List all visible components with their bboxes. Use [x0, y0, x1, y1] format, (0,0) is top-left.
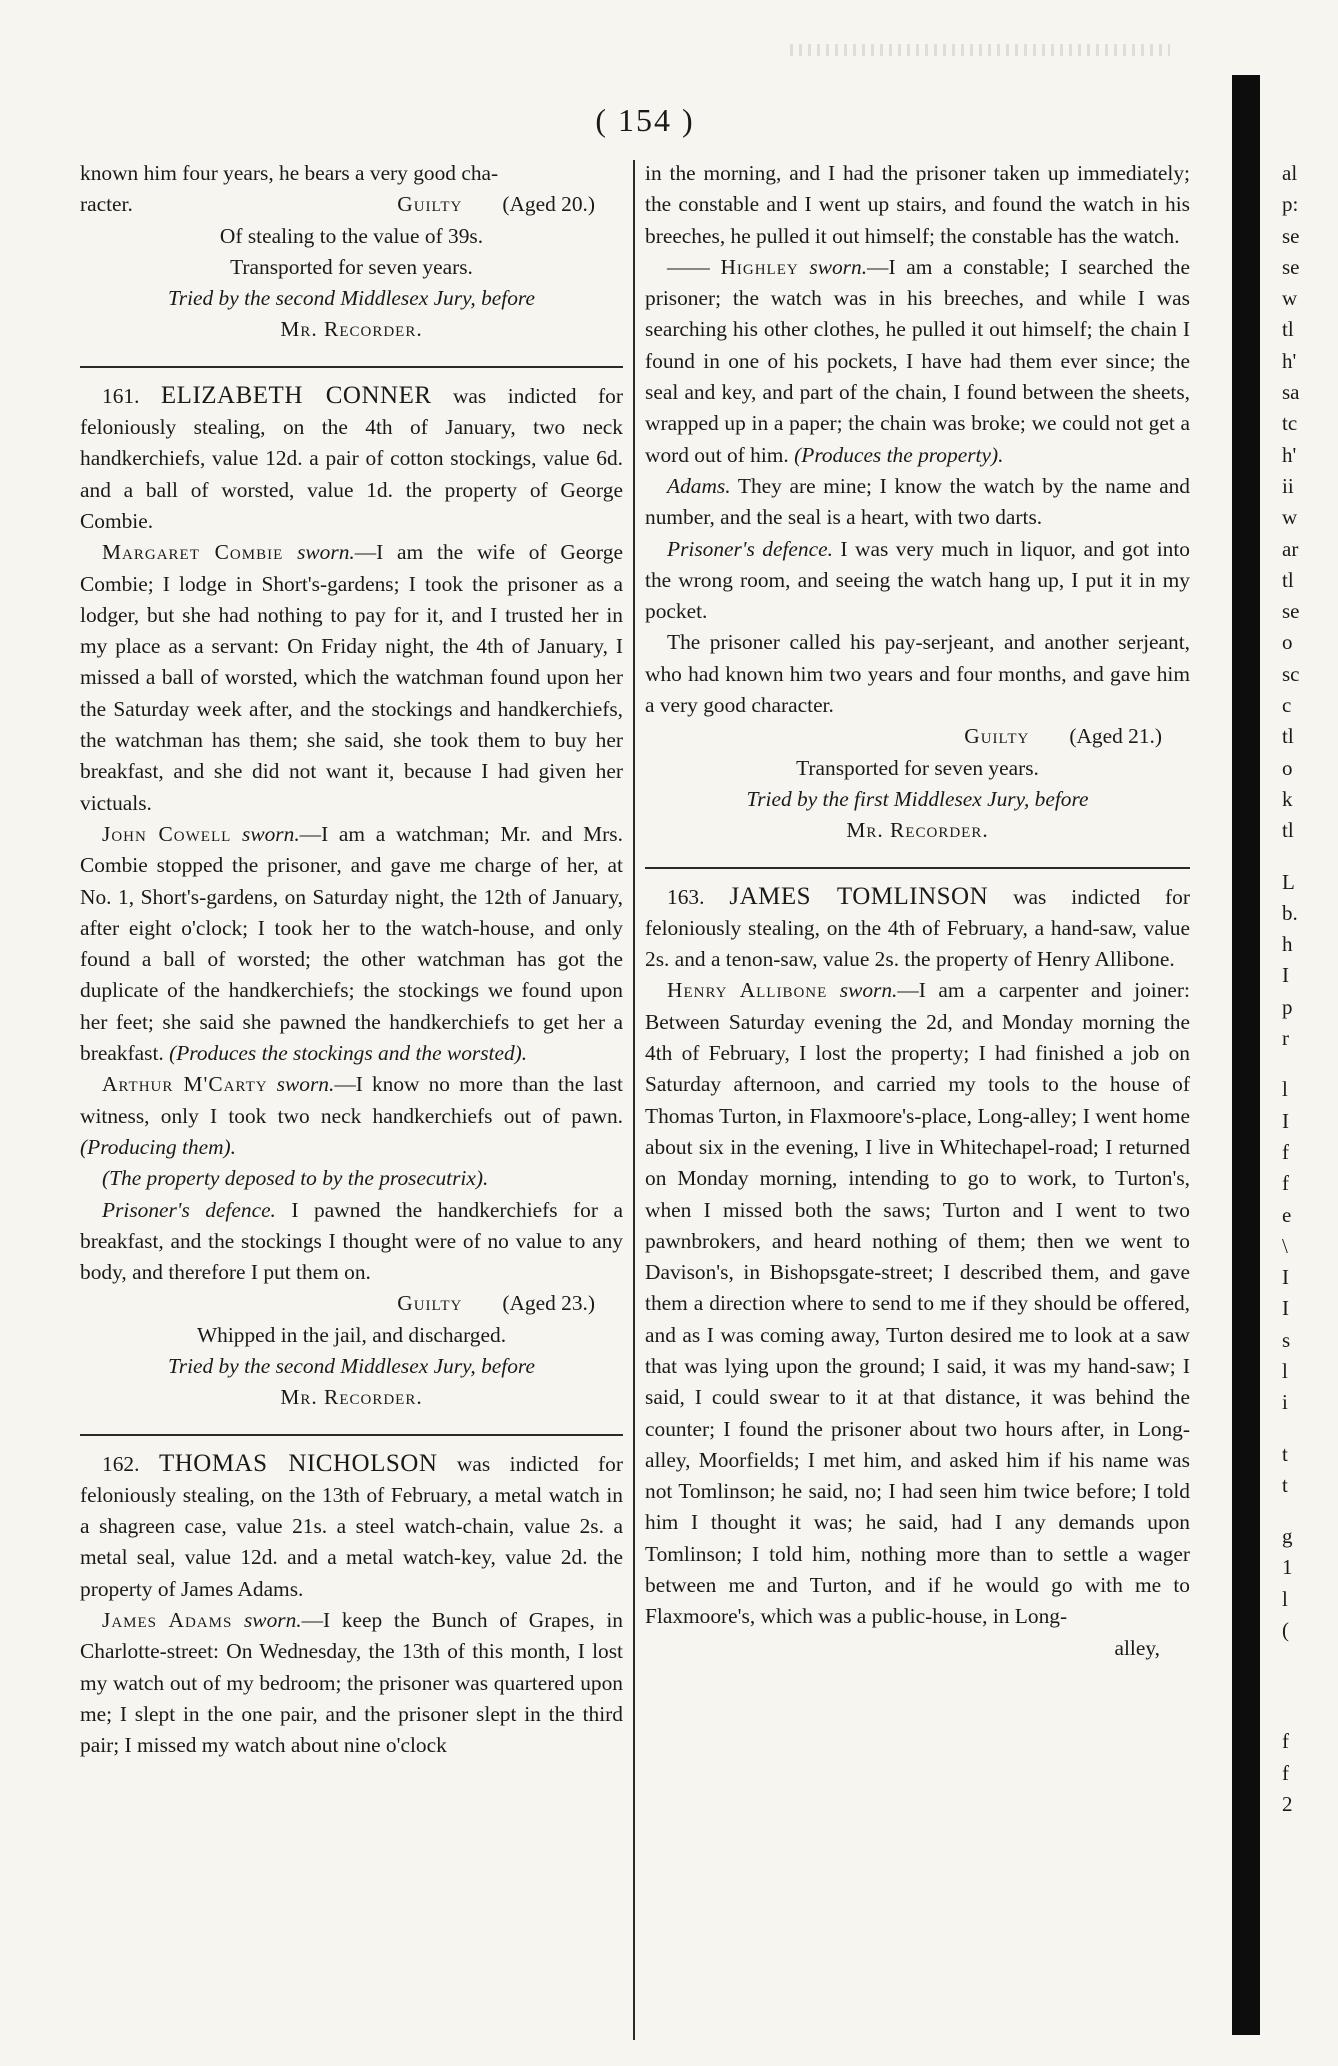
prisoner-age: (Aged 20.) [502, 192, 595, 217]
bleed-fragment: tl [1282, 317, 1294, 342]
bleed-fragment: f [1282, 1171, 1289, 1196]
witness-testimony [645, 252, 1190, 471]
verdict-line [80, 1288, 623, 1319]
case-divider [645, 867, 1190, 869]
jury-text: Tried by the first Middlesex Jury, before [746, 786, 1089, 811]
case-162-heading [80, 1448, 623, 1605]
column-divider [633, 160, 635, 2040]
sworn-label: sworn. [276, 1072, 335, 1097]
offence-text: Of stealing to the value of 39s. [219, 223, 484, 248]
testimony-text: —I am the wife of George Combie; I lodge in Short's-gardens; I took the prisoner as a lodger, but she had nothing to pay for it, and I trusted her in my place as a servant: On Friday night, the 4th of January, I missed a ball of worsted, which the watchman found upon her the Saturday week after, and the stockings and handkerchiefs, the watchman has them; she said, she took them to buy her breakfast, and she did not want it, because I had given her victuals. [80, 540, 623, 815]
witness-testimony [80, 1605, 623, 1761]
bleed-fragment: I [1282, 963, 1289, 988]
catchword: alley, [1114, 1635, 1160, 1660]
defence-text: I was very much in liquor, and got into the wrong room, and seeing the watch hang up, I put it in my pocket. [645, 536, 1190, 624]
prisoner-defence [645, 534, 1190, 628]
left-column [80, 158, 623, 1762]
verdict-label: Guilty [397, 1291, 463, 1316]
bleed-fragment: tl [1282, 818, 1294, 843]
verdict-label: Guilty [964, 724, 1030, 749]
defence-text: I pawned the handkerchiefs for a breakfast, and the stockings I thought were of no value to any body, and therefore I put them on. [80, 1197, 623, 1285]
case-number: 163. [667, 884, 705, 909]
bleed-fragment: f [1282, 1729, 1289, 1754]
case-number: 162. [102, 1451, 140, 1476]
bleed-fragment: I [1282, 1265, 1289, 1290]
bleed-fragment: k [1282, 786, 1293, 811]
witness-testimony [645, 471, 1190, 534]
bleed-fragment: c [1282, 693, 1292, 718]
bleed-fragment: h [1282, 932, 1293, 957]
defence-label: Prisoner's defence. [667, 536, 833, 561]
bleed-fragment [1282, 1706, 1338, 1726]
bleed-fragment: se [1282, 599, 1300, 624]
jury-text: Tried by the second Middlesex Jury, before [168, 286, 535, 311]
bleed-fragment: i [1282, 1390, 1288, 1415]
character-text: The prisoner called his pay-serjeant, and another serjeant, who had known him two years and four months, and gave him a very good character. [645, 630, 1190, 718]
indictment-text: was indicted for feloniously stealing, on the 4th of January, two neck handkerchiefs, value 12d. a pair of cotton stockings, value 6d. and a ball of worsted, value 1d. the property of George Combie. [80, 383, 624, 533]
sentence-text: Transported for seven years. [230, 254, 473, 279]
sworn-label: sworn. [839, 978, 898, 1003]
deposed-note: (The property deposed to by the prosecutrix). [102, 1166, 489, 1191]
sworn-label: sworn. [242, 821, 300, 846]
witness-name: John Cowell [102, 821, 232, 846]
case-163-heading [645, 881, 1190, 976]
continuation-verdict-line [80, 189, 623, 220]
bleed-fragment [1282, 1054, 1338, 1074]
prisoner-name: THOMAS NICHOLSON [158, 1449, 438, 1477]
jury-text: Tried by the second Middlesex Jury, before [168, 1353, 535, 1378]
bleed-fragment: o [1282, 630, 1293, 655]
witness-testimony [80, 537, 623, 819]
bleed-fragment [1282, 847, 1338, 867]
witness-name: Adams. [667, 473, 731, 498]
continuation-line: known him four years, he bears a very good cha- [80, 161, 499, 185]
bleed-fragment: 2 [1282, 1791, 1293, 1816]
witness-testimony [80, 1069, 623, 1163]
witness-name: Highley [720, 254, 799, 279]
bleed-fragment: h' [1282, 348, 1297, 373]
bleed-fragment: p: [1282, 192, 1299, 217]
defence-label: Prisoner's defence. [102, 1197, 276, 1222]
prisoner-defence [80, 1195, 623, 1289]
testimony-text: —I am a watchman; Mr. and Mrs. Combie stopped the prisoner, and gave me charge of her, at No. 1, Short's-gardens, on Saturday night, the 12th of January, after eight o'clock; I took her to the watch-house, and only found a ball of worsted; the other watchman has got the duplicate of the handkerchiefs; the stockings we found upon her feet; she said she pawned the handkerchiefs to get her a breakfast. [80, 821, 623, 1066]
judge-text: Mr. Recorder. [280, 317, 423, 342]
bleed-fragment: tl [1282, 567, 1294, 592]
bleed-fragment: o [1282, 755, 1293, 780]
bleed-fragment: I [1282, 1296, 1289, 1321]
case-divider [80, 366, 623, 368]
prisoner-name: JAMES TOMLINSON [729, 882, 989, 910]
produces-note: (Producing them). [80, 1134, 237, 1159]
sworn-label: sworn. [809, 254, 868, 279]
testimony-text: —I know no more than the last witness, only I took two neck handkerchiefs out of pawn. [80, 1072, 623, 1128]
case-161-heading [80, 380, 623, 537]
bleed-fragment: g [1282, 1524, 1293, 1549]
bleed-fragment: p [1282, 994, 1293, 1019]
bleed-fragment: w [1282, 286, 1298, 311]
bleed-fragment [1282, 1501, 1338, 1521]
bleed-fragment: t [1282, 1472, 1288, 1497]
continuation-text: in the morning, and I had the prisoner taken up immediately; the constable and I went up stairs, and found the watch in his breeches, he pulled it out himself; the constable has the watch. [645, 161, 1190, 248]
bleed-fragment: l [1282, 1358, 1288, 1383]
produces-note: (Produces the stockings and the worsted). [169, 1041, 528, 1066]
sentence-text: Transported for seven years. [796, 755, 1039, 780]
bleed-fragment: w [1282, 505, 1298, 530]
witness-testimony [80, 819, 623, 1069]
bleed-fragment: ( [1282, 1618, 1289, 1643]
sworn-label: sworn. [297, 540, 355, 565]
bleed-fragment: s [1282, 1327, 1291, 1352]
witness-testimony [645, 975, 1190, 1632]
bleed-fragment: l [1282, 1077, 1288, 1102]
bleed-fragment: f [1282, 1760, 1289, 1785]
bleed-fragment: sc [1282, 661, 1300, 686]
judge-text: Mr. Recorder. [280, 1385, 423, 1410]
witness-name: James Adams [102, 1608, 233, 1633]
bleed-fragment: se [1282, 223, 1300, 248]
bleed-fragment: L [1282, 869, 1295, 894]
bleed-fragment: b. [1282, 900, 1298, 925]
witness-name: Henry Allibone [667, 978, 828, 1003]
prisoner-name: ELIZABETH CONNER [160, 381, 432, 409]
bleed-fragment: se [1282, 254, 1300, 279]
bleed-fragment: \ [1282, 1233, 1288, 1258]
testimony-text: —I am a carpenter and joiner: Between Saturday evening the 2d, and Monday morning the 4th of February, I lost the property; I had finished a job on Saturday afternoon, and carried my tools to the house of Thomas Turton, in Flaxmoore's-place, Long-alley; I went home about six in the evening, I live in Whitechapel-road; I returned on Monday morning, intending to go to work, to Turton's, when I missed both the saws; Turton and I went to two pawnbrokers, and heard nothing of them; then we went to Davison's, in Bishopsgate-street; I described them, and gave them a direction where to send to me if they should be offered, and as I was coming away, Turton desired me to look at a saw that was lying upon the ground; I said, it was my hand-saw; I said, I could swear to it at that distance, it was behind the counter; I found the prisoner about two hours after, in Long-alley, Moorfields; I met him, and asked him if his name was not Tomlinson; he said, no; I had seen him twice before; I told him I thought it was; he said, had I any demands upon Tomlinson; I told him, nothing more than to settle a wager between me and Turton, and if he would go with me to Flaxmoore's, which was a public-house, in Long- [645, 978, 1190, 1629]
bleed-fragment: r [1282, 1026, 1289, 1051]
bleed-fragment: tc [1282, 411, 1298, 436]
dash: —— [667, 254, 710, 279]
bleed-fragment: l [1282, 1586, 1288, 1611]
produces-note: (Produces the property). [794, 442, 1004, 467]
case-number: 161. [102, 383, 140, 408]
testimony-text: —I keep the Bunch of Grapes, in Charlotte-street: On Wednesday, the 13th of this month, I lost my watch out of my bedroom; the prisoner was quartered upon me; I slept in the one pair, and the prisoner slept in the third pair; I missed my watch about nine o'clock [80, 1608, 623, 1758]
bleed-fragment: sa [1282, 380, 1300, 405]
sentence-text: Whipped in the jail, and discharged. [196, 1322, 507, 1347]
prisoner-age: (Aged 23.) [502, 1291, 595, 1316]
page-number: ( 154 ) [595, 102, 695, 138]
bleed-fragment: tl [1282, 724, 1294, 749]
verdict-label: Guilty [397, 192, 463, 217]
indictment-text: was indicted for feloniously stealing, on the 4th of February, a hand-saw, value 2s. and a tenon-saw, value 2s. the property of Henry Allibone. [645, 884, 1190, 972]
witness-name: Margaret Combie [102, 540, 284, 565]
sworn-label: sworn. [243, 1608, 302, 1633]
right-column [645, 158, 1190, 1664]
testimony-text: They are mine; I know the watch by the name and number, and the seal is a heart, with two darts. [645, 473, 1190, 530]
testimony-text: —I am a constable; I searched the prisoner; the watch was in his breeches, and while I was searching his other clothes, he pulled it out himself; the chain I found in one of his pockets, I have had them ever since; the seal and key, and part of the chain, I found between the sheets, wrapped up in a paper; the chain was broke; we could not get a word out of him. [645, 254, 1190, 467]
prisoner-age: (Aged 21.) [1069, 724, 1162, 749]
bleed-fragment: h' [1282, 442, 1297, 467]
bleed-fragment: f [1282, 1139, 1289, 1164]
bleed-fragment: t [1282, 1441, 1288, 1466]
bleed-fragment: al [1282, 161, 1298, 185]
bleed-fragment: I [1282, 1108, 1289, 1133]
bleed-fragment: 1 [1282, 1555, 1293, 1580]
bleed-fragment: ar [1282, 536, 1299, 561]
scan-noise [790, 44, 1170, 56]
bleed-fragment: ii [1282, 473, 1294, 498]
indictment-text: was indicted for feloniously stealing, on the 13th of February, a metal watch in a shagreen case, value 21s. a steel watch-chain, value 2s. a metal seal, value 12d. and a metal watch-key, value 2d. the property of James Adams. [80, 1451, 624, 1601]
verdict-line [645, 721, 1190, 752]
bleed-fragment [1282, 1419, 1338, 1439]
continuation-word: racter. [80, 192, 133, 217]
facing-page-bleed [1282, 158, 1338, 1820]
witness-name: Arthur M'Carty [102, 1072, 268, 1097]
binding-shadow [1232, 75, 1260, 2035]
bleed-fragment [1282, 1666, 1338, 1686]
bleed-fragment [1282, 1646, 1338, 1666]
judge-text: Mr. Recorder. [846, 818, 989, 843]
bleed-fragment [1282, 1686, 1338, 1706]
case-divider [80, 1434, 623, 1436]
bleed-fragment: e [1282, 1202, 1292, 1227]
